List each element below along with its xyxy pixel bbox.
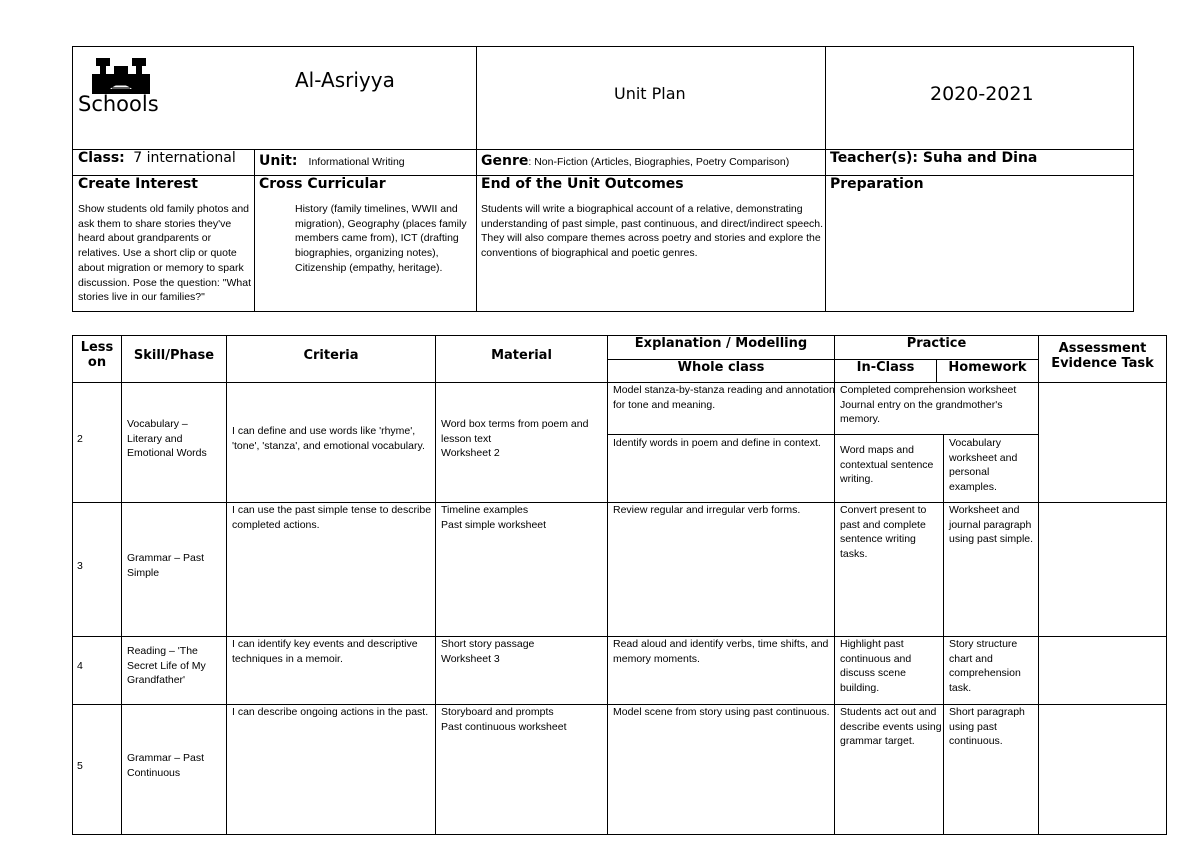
material-text <box>441 503 546 532</box>
material-text <box>441 417 588 461</box>
outcomes-line: Students will write a biographical account of a relative, demonstrating <box>481 203 803 215</box>
skill-phase-line: Secret Life of My <box>127 659 206 672</box>
inclass-text-line: continuous and <box>840 652 912 665</box>
material-text-line: Past simple worksheet <box>441 518 547 531</box>
cross-curricular-line: migration), Geography (places family <box>295 217 467 230</box>
unit-field <box>259 150 405 170</box>
class-value: 7 international <box>133 150 236 166</box>
criteria-text-line: 'tone', 'stanza', and emotional vocabulary. <box>232 439 425 452</box>
cross-curricular-text <box>295 202 467 276</box>
criteria-text-line: I can define and use words like 'rhyme', <box>232 425 416 437</box>
homework-text-line: task. <box>949 682 972 695</box>
criteria-text-line: I can identify key events and descriptive <box>232 638 418 650</box>
homework-text <box>949 705 1025 749</box>
practice-text-line: memory. <box>840 413 881 426</box>
class-label: Class: <box>78 150 125 166</box>
criteria-text-line: I can use the past simple tense to describe <box>232 504 432 516</box>
outcomes-text <box>481 202 823 261</box>
inclass-header: In-Class <box>856 360 915 375</box>
homework-text-line: personal <box>949 466 990 479</box>
school-logo-icon <box>88 52 154 96</box>
lesson-number <box>77 432 83 447</box>
outcomes-title: End of the Unit Outcomes <box>481 176 684 192</box>
criteria-text <box>232 424 425 453</box>
material-text-line: lesson text <box>441 432 492 445</box>
outcomes-line: They will also compare themes across poetry and stories and explore the <box>481 232 821 245</box>
skill-phase <box>127 751 204 780</box>
inclass-text-line: sentence writing <box>840 533 916 546</box>
inclass-text-line: Highlight past <box>840 638 904 650</box>
skill-phase-line: Simple <box>127 566 160 579</box>
unit-value: Informational Writing <box>308 156 405 168</box>
homework-header: Homework <box>948 360 1027 375</box>
homework-text-line: Short paragraph <box>949 706 1025 718</box>
create-interest-text <box>78 202 251 305</box>
whole-class-text-line: Model scene from story using past continuous. <box>613 706 830 718</box>
lesson-number-line: 2 <box>77 433 83 445</box>
whole-class-text-line: Identify words in poem and define in context. <box>613 437 821 449</box>
inclass-text-line: discuss scene <box>840 667 906 680</box>
skill-phase-line: Vocabulary – <box>127 418 188 430</box>
skill-phase <box>127 644 206 688</box>
schools-label: Schools <box>78 92 159 116</box>
explanation-header: Explanation / Modelling <box>634 336 808 351</box>
homework-text-line: Vocabulary <box>949 437 1001 449</box>
skill-phase <box>127 417 207 461</box>
material-text-line: Storyboard and prompts <box>441 706 554 718</box>
skill-phase-line: Literary and <box>127 432 183 445</box>
whole-class-text <box>613 436 821 451</box>
homework-text <box>949 503 1033 547</box>
school-name: Al-Asriyya <box>295 68 395 92</box>
create-interest-line: ask them to share stories they've <box>78 217 232 230</box>
whole-class-text <box>613 383 835 412</box>
cross-curricular-title: Cross Curricular <box>259 176 386 192</box>
preparation-title: Preparation <box>830 176 924 192</box>
material-text <box>441 637 534 666</box>
whole-class-text-line: memory moments. <box>613 652 700 665</box>
skill-phase-line: Grammar – Past <box>127 552 205 564</box>
practice-text <box>840 383 1016 427</box>
teacher-field: Teacher(s): Suha and Dina <box>830 150 1038 166</box>
whole-class-text-line: Review regular and irregular verb forms. <box>613 504 801 516</box>
inclass-text-line: Convert present to <box>840 504 927 516</box>
cross-curricular-line: biographies, organizing notes), <box>295 247 439 260</box>
material-text <box>441 705 567 734</box>
skill-phase <box>127 551 204 580</box>
whole-class-text <box>613 637 828 666</box>
homework-text-line: using past <box>949 720 997 733</box>
lesson-header-line: on <box>87 355 107 370</box>
outcomes-line: conventions of biographical and poetic genres. <box>481 247 698 260</box>
practice-text-line: Completed comprehension worksheet <box>840 384 1017 396</box>
genre-value: : Non-Fiction (Articles, Biographies, Poetry Comparison) <box>528 156 790 168</box>
criteria-text-line: techniques in a memoir. <box>232 652 343 665</box>
create-interest-line: relatives. Use a short clip or quote <box>78 247 237 260</box>
skill-phase-line: Grandfather' <box>127 674 186 687</box>
create-interest-line: about migration or memory to spark <box>78 261 244 274</box>
assessment-header-line: Assessment <box>1058 341 1147 356</box>
genre-field <box>481 150 789 170</box>
material-header: Material <box>491 348 552 363</box>
inclass-text <box>840 443 933 487</box>
material-text-line: Word box terms from poem and <box>441 418 589 430</box>
create-interest-line: heard about grandparents or <box>78 232 212 245</box>
material-text-line: Short story passage <box>441 638 535 650</box>
skill-phase-line: Grammar – Past <box>127 752 205 764</box>
inclass-text-line: Word maps and <box>840 444 914 456</box>
assessment-header-line: Evidence Task <box>1051 356 1154 371</box>
criteria-text <box>232 705 428 720</box>
school-year: 2020-2021 <box>930 83 1034 105</box>
criteria-text-line: completed actions. <box>232 518 320 531</box>
skill-phase-line: Reading – 'The <box>127 645 198 657</box>
criteria-text-line: I can describe ongoing actions in the past. <box>232 706 429 718</box>
homework-text-line: examples. <box>949 481 997 494</box>
homework-text <box>949 637 1021 696</box>
doc-title: Unit Plan <box>614 84 686 103</box>
cross-curricular-line: Citizenship (empathy, heritage). <box>295 261 443 274</box>
skill-header: Skill/Phase <box>133 348 215 363</box>
material-text-line: Past continuous worksheet <box>441 720 567 733</box>
whole-class-header: Whole class <box>677 360 765 375</box>
inclass-text-line: grammar target. <box>840 735 915 748</box>
cross-curricular-line: History (family timelines, WWII and <box>295 203 458 215</box>
homework-text-line: comprehension <box>949 667 1021 680</box>
inclass-text <box>840 637 911 696</box>
whole-class-text <box>613 705 830 720</box>
lesson-header-line: Less <box>80 340 114 355</box>
whole-class-text-line: for tone and meaning. <box>613 398 716 411</box>
inclass-text-line: contextual sentence <box>840 458 934 471</box>
assessment-header <box>1039 341 1166 371</box>
practice-text-line: Journal entry on the grandmother's <box>840 398 1003 411</box>
whole-class-text-line: Model stanza-by-stanza reading and annotation <box>613 384 835 396</box>
genre-label: Genre <box>481 153 529 169</box>
cross-curricular-line: members came from), ICT (drafting <box>295 232 459 245</box>
lesson-number-line: 4 <box>77 660 83 672</box>
lesson-number-line: 3 <box>77 560 83 572</box>
homework-text <box>949 436 1017 495</box>
material-text-line: Timeline examples <box>441 504 529 516</box>
create-interest-line: discussion. Pose the question: "What <box>78 276 251 289</box>
inclass-text <box>840 503 926 562</box>
class-field <box>78 150 236 166</box>
homework-text-line: Worksheet and <box>949 504 1020 516</box>
material-text-line: Worksheet 2 <box>441 447 500 460</box>
inclass-text-line: describe events using <box>840 720 942 733</box>
inclass-text-line: Students act out and <box>840 706 937 718</box>
whole-class-text-line: Read aloud and identify verbs, time shifts, and <box>613 638 829 650</box>
skill-phase-line: Continuous <box>127 766 181 779</box>
homework-text-line: continuous. <box>949 735 1003 748</box>
inclass-text-line: past and complete <box>840 518 926 531</box>
criteria-header: Criteria <box>303 348 359 363</box>
inclass-text-line: building. <box>840 682 880 695</box>
lesson-number-line: 5 <box>77 760 83 772</box>
create-interest-line: Show students old family photos and <box>78 203 250 215</box>
whole-class-text <box>613 503 800 518</box>
create-interest-line: stories live in our families?" <box>78 291 205 304</box>
lesson-header <box>73 340 121 370</box>
homework-text-line: journal paragraph <box>949 518 1032 531</box>
criteria-text <box>232 637 418 666</box>
criteria-text <box>232 503 431 532</box>
homework-text-line: chart and <box>949 652 993 665</box>
homework-text-line: using past simple. <box>949 533 1034 546</box>
inclass-text <box>840 705 942 749</box>
homework-text-line: Story structure <box>949 638 1018 650</box>
inclass-text-line: tasks. <box>840 548 868 561</box>
inclass-text-line: writing. <box>840 473 874 486</box>
practice-header: Practice <box>906 336 967 351</box>
material-text-line: Worksheet 3 <box>441 652 500 665</box>
lesson-number <box>77 559 83 574</box>
create-interest-title: Create Interest <box>78 176 198 192</box>
unit-label: Unit: <box>259 153 298 169</box>
lesson-number <box>77 659 83 674</box>
lesson-number <box>77 759 83 774</box>
homework-text-line: worksheet and <box>949 451 1018 464</box>
skill-phase-line: Emotional Words <box>127 447 207 460</box>
outcomes-line: understanding of past simple, past continuous, and direct/indirect speech. <box>481 217 824 230</box>
